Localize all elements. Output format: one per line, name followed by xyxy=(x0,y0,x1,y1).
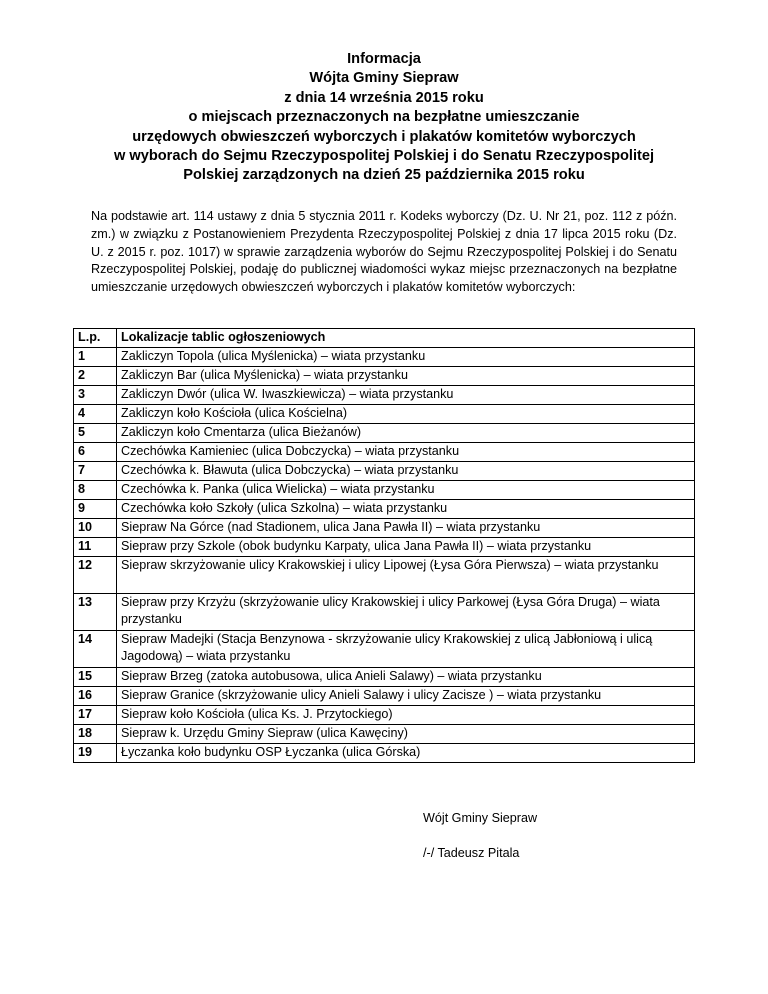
header-locations: Lokalizacje tablic ogłoszeniowych xyxy=(117,329,695,348)
table-row xyxy=(74,386,695,405)
row-location: Siepraw Brzeg (zatoka autobusowa, ulica Anieli Salawy) – wiata przystanku xyxy=(117,668,695,687)
document-title xyxy=(60,50,708,186)
table-row xyxy=(74,519,695,538)
title-line: Polskiej zarządzonych na dzień 25 października 2015 roku xyxy=(183,167,585,184)
title-line: z dnia 14 września 2015 roku xyxy=(284,89,484,106)
table-row xyxy=(74,405,695,424)
row-location: Siepraw koło Kościoła (ulica Ks. J. Przytockiego) xyxy=(117,706,695,725)
table-row xyxy=(74,557,695,594)
table-row xyxy=(74,443,695,462)
row-number: 11 xyxy=(74,538,117,557)
table-row xyxy=(74,631,695,668)
row-location: Czechówka koło Szkoły (ulica Szkolna) – wiata przystanku xyxy=(117,500,695,519)
header-lp: L.p. xyxy=(74,329,117,348)
table-row xyxy=(74,706,695,725)
row-location: Siepraw k. Urzędu Gminy Siepraw (ulica Kawęciny) xyxy=(117,725,695,744)
row-number: 8 xyxy=(74,481,117,500)
table-row xyxy=(74,348,695,367)
table-row xyxy=(74,500,695,519)
row-location: Zakliczyn Dwór (ulica W. Iwaszkiewicza) – wiata przystanku xyxy=(117,386,695,405)
table-row xyxy=(74,594,695,631)
table-row xyxy=(74,725,695,744)
row-number: 9 xyxy=(74,500,117,519)
row-location: Siepraw Madejki (Stacja Benzynowa - skrzyżowanie ulicy Krakowskiej z ulicą Jabłoniową i ulicą Jagodową) – wiata przystanku xyxy=(117,631,695,668)
signature-name: /-/ Tadeusz Pitala xyxy=(423,846,520,860)
row-location: Czechówka k. Bławuta (ulica Dobczycka) – wiata przystanku xyxy=(117,462,695,481)
row-location: Siepraw Granice (skrzyżowanie ulicy Anieli Salawy i ulicy Zacisze ) – wiata przystanku xyxy=(117,687,695,706)
row-number: 19 xyxy=(74,744,117,763)
row-number: 2 xyxy=(74,367,117,386)
row-location: Zakliczyn Bar (ulica Myślenicka) – wiata przystanku xyxy=(117,367,695,386)
row-number: 4 xyxy=(74,405,117,424)
title-line: Informacja xyxy=(347,51,421,67)
title-line: urzędowych obwieszczeń wyborczych i plakatów komitetów wyborczych xyxy=(132,128,636,145)
table-row xyxy=(74,424,695,443)
table-row xyxy=(74,668,695,687)
signature-title: Wójt Gminy Siepraw xyxy=(423,811,538,825)
row-number: 15 xyxy=(74,668,117,687)
row-number: 12 xyxy=(74,557,117,594)
row-location: Siepraw skrzyżowanie ulicy Krakowskiej i ulicy Lipowej (Łysa Góra Pierwsza) – wiata przystanku xyxy=(117,557,695,594)
row-number: 18 xyxy=(74,725,117,744)
row-number: 1 xyxy=(74,348,117,367)
row-number: 16 xyxy=(74,687,117,706)
row-location: Siepraw przy Krzyżu (skrzyżowanie ulicy Krakowskiej i ulicy Parkowej (Łysa Góra Druga) – wiata przystanku xyxy=(117,594,695,631)
row-number: 7 xyxy=(74,462,117,481)
table-row xyxy=(74,462,695,481)
table-row xyxy=(74,538,695,557)
title-line: w wyborach do Sejmu Rzeczypospolitej Polskiej i do Senatu Rzeczypospolitej xyxy=(113,148,655,165)
table-row xyxy=(74,744,695,763)
row-location: Siepraw Na Górce (nad Stadionem, ulica Jana Pawła II) – wiata przystanku xyxy=(117,519,695,538)
row-number: 17 xyxy=(74,706,117,725)
row-location: Zakliczyn koło Cmentarza (ulica Bieżanów) xyxy=(117,424,695,443)
table-header-row xyxy=(74,329,695,348)
row-number: 14 xyxy=(74,631,117,668)
row-location: Zakliczyn Topola (ulica Myślenicka) – wiata przystanku xyxy=(117,348,695,367)
intro-paragraph: Na podstawie art. 114 ustawy z dnia 5 stycznia 2011 r. Kodeks wyborczy (Dz. U. Nr 21, poz. 112 z późn. zm.) w związku z Postanowieniem Prezydenta Rzeczypospolitej Polskiej z dnia 17 lipca 2015 roku (Dz. U. z 2015 r. poz. 1017) w sprawie zarządzenia wyborów do Sejmu Rzeczypospolitej Polskiej i do Senatu Rzeczypospolitej Polskiej, podaję do publicznej wiadomości wykaz miejsc przeznaczonych na bezpłatne umieszczanie urzędowych obwieszczeń wyborczych i plakatów komitetów wyborczych: xyxy=(91,209,677,295)
row-location: Czechówka k. Panka (ulica Wielicka) – wiata przystanku xyxy=(117,481,695,500)
title-line: Wójta Gminy Siepraw xyxy=(309,70,459,87)
table-row xyxy=(74,367,695,386)
row-number: 10 xyxy=(74,519,117,538)
row-location: Zakliczyn koło Kościoła (ulica Kościelna) xyxy=(117,405,695,424)
row-number: 5 xyxy=(74,424,117,443)
row-number: 3 xyxy=(74,386,117,405)
row-number: 13 xyxy=(74,594,117,631)
row-location: Łyczanka koło budynku OSP Łyczanka (ulica Górska) xyxy=(117,744,695,763)
title-line: o miejscach przeznaczonych na bezpłatne umieszczanie xyxy=(188,109,580,126)
locations-table xyxy=(73,328,695,763)
table-row xyxy=(74,687,695,706)
table-row xyxy=(74,481,695,500)
row-number: 6 xyxy=(74,443,117,462)
row-location: Siepraw przy Szkole (obok budynku Karpaty, ulica Jana Pawła II) – wiata przystanku xyxy=(117,538,695,557)
row-location: Czechówka Kamieniec (ulica Dobczycka) – wiata przystanku xyxy=(117,443,695,462)
